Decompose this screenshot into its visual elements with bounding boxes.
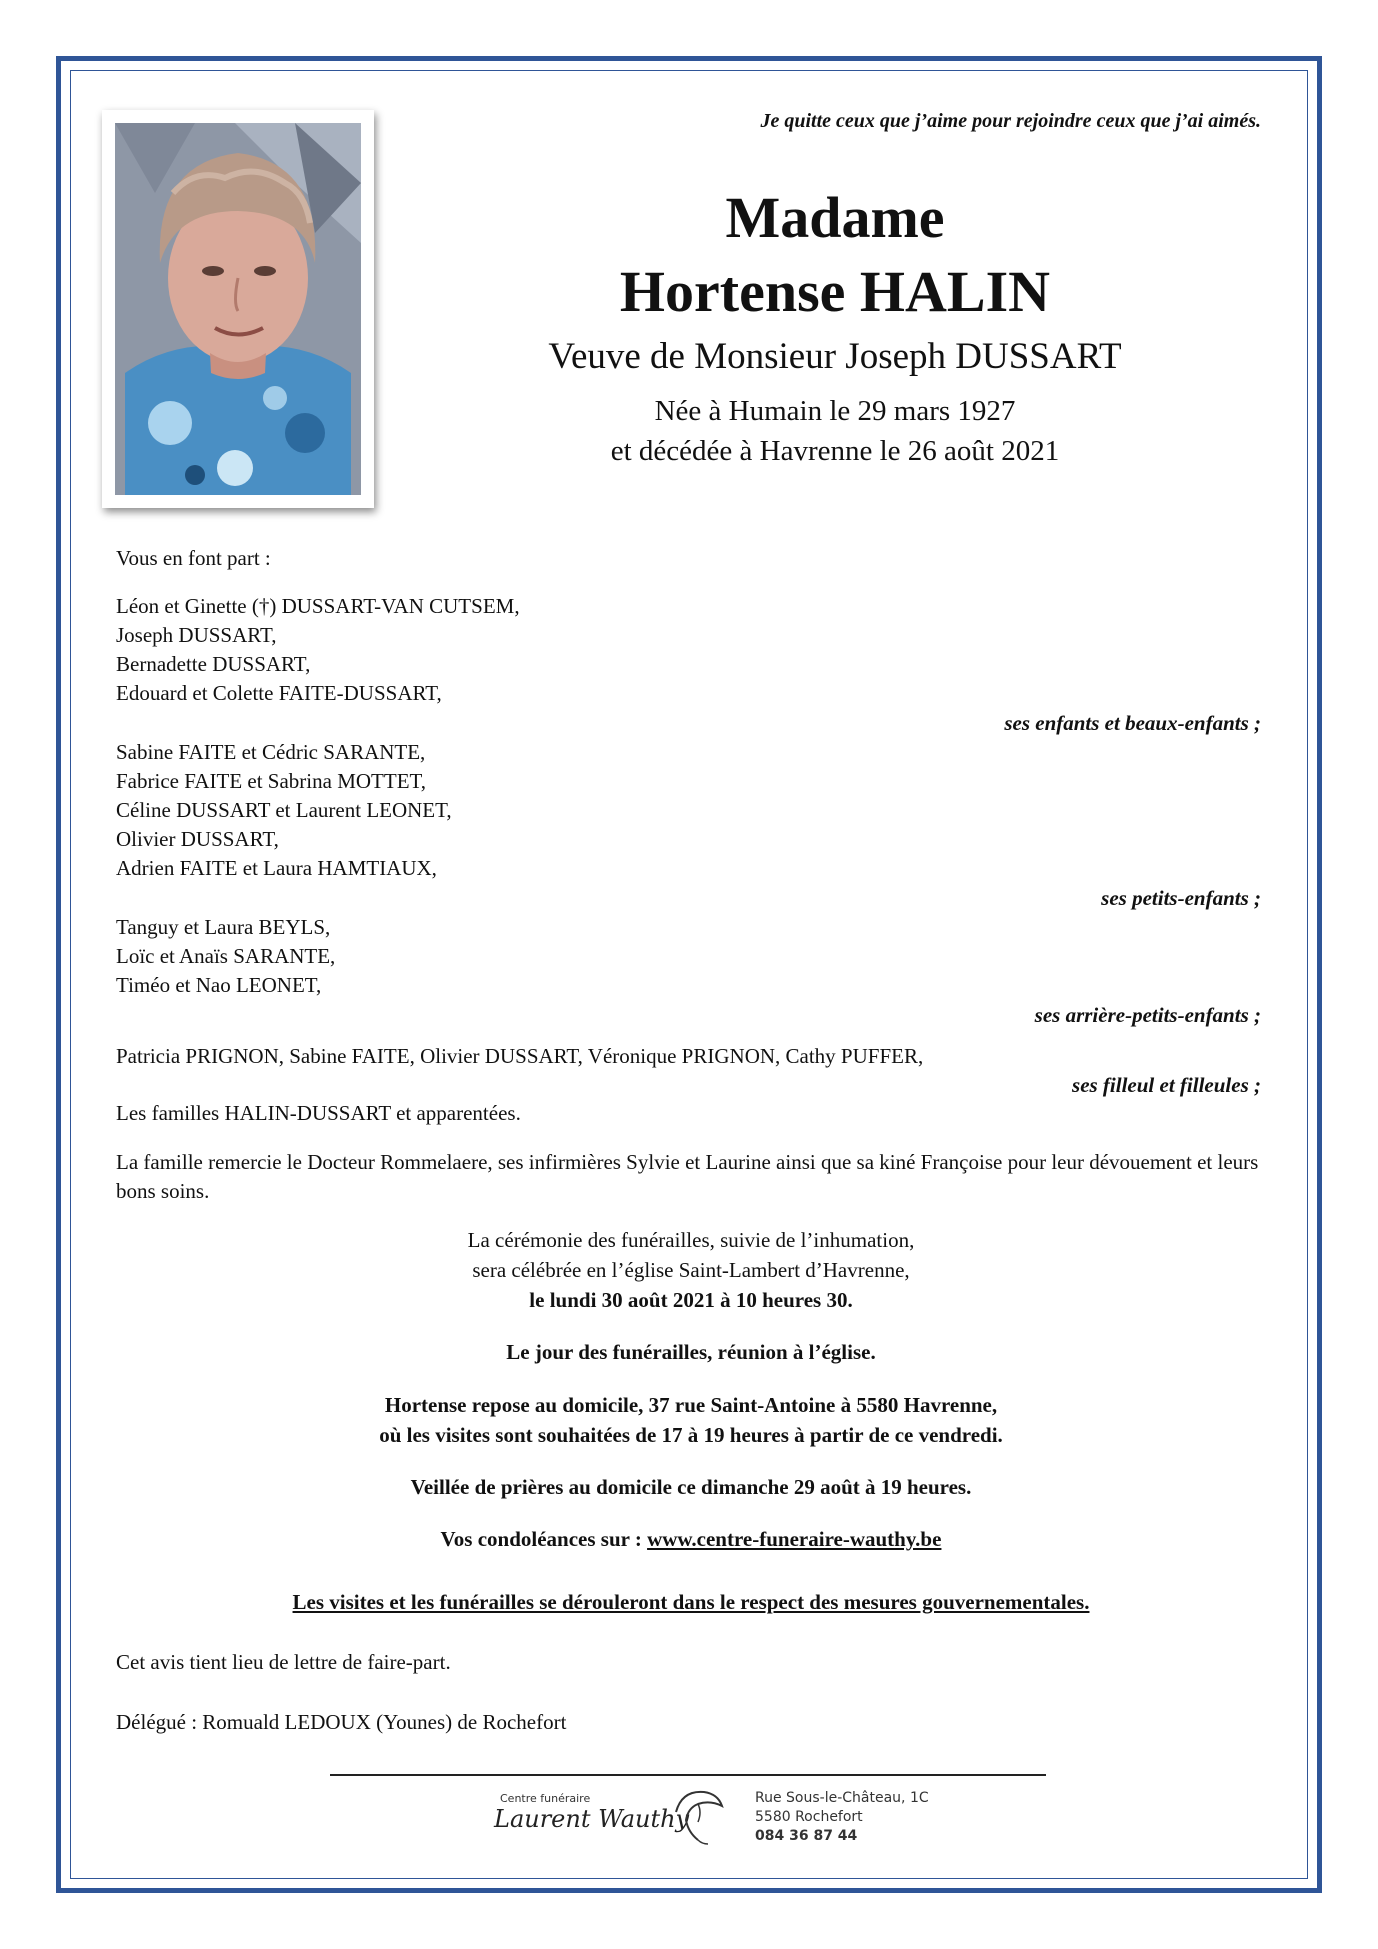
- title-salutation: Madame: [725, 185, 945, 250]
- vigil-info: Veillée de prières au domicile ce dimanche 29 août à 19 heures.: [410, 1475, 972, 1499]
- family-name-line: Loïc et Anaïs SARANTE,: [116, 944, 336, 968]
- condolences-line: [116, 1525, 1266, 1554]
- calla-lily-logo-icon: [668, 1782, 726, 1846]
- delegate-text: Délégué : Romuald LEDOUX (Younes) de Rochefort: [116, 1710, 567, 1734]
- family-name-line: Adrien FAITE et Laura HAMTIAUX,: [116, 856, 437, 880]
- family-name-line: Joseph DUSSART,: [116, 623, 277, 647]
- relation-label: ses filleul et filleules ;: [1072, 1073, 1261, 1097]
- meeting-info: Le jour des funérailles, réunion à l’église.: [506, 1340, 876, 1364]
- visit-hours: où les visites sont souhaitées de 17 à 19 heures à partir de ce vendredi.: [379, 1423, 1003, 1447]
- footer-divider: [330, 1774, 1046, 1776]
- family-name-line: Bernadette DUSSART,: [116, 652, 311, 676]
- family-name-line: Sabine FAITE et Cédric SARANTE,: [116, 740, 426, 764]
- birth-line: Née à Humain le 29 mars 1927: [654, 395, 1016, 427]
- relation-label: ses petits-enfants ;: [1101, 886, 1261, 910]
- ceremony-date: le lundi 30 août 2021 à 10 heures 30.: [529, 1288, 853, 1312]
- family-name-line: Edouard et Colette FAITE-DUSSART,: [116, 681, 442, 705]
- funeral-home-city: 5580 Rochefort: [755, 1809, 863, 1825]
- families-line: Les familles HALIN-DUSSART et apparentées.: [116, 1101, 521, 1125]
- condolences-link[interactable]: www.centre-funeraire-wauthy.be: [647, 1527, 942, 1551]
- portrait-photo: [102, 110, 374, 508]
- intro-text: Vous en font part :: [116, 546, 271, 570]
- logo-small-text: Centre funéraire: [500, 1792, 591, 1805]
- funeral-home-address: Rue Sous-le-Château, 1C: [755, 1790, 929, 1806]
- ceremony-line: sera célébrée en l’église Saint-Lambert d’Havrenne,: [472, 1258, 910, 1282]
- relation-label: ses enfants et beaux-enfants ;: [1004, 711, 1261, 735]
- family-name-line: Fabrice FAITE et Sabrina MOTTET,: [116, 769, 427, 793]
- notice-text: Cet avis tient lieu de lettre de faire-part.: [116, 1650, 451, 1674]
- death-line: et décédée à Havrenne le 26 août 2021: [610, 435, 1060, 467]
- logo-script-text: Laurent Wauthy: [494, 1805, 690, 1833]
- family-name-line: Olivier DUSSART,: [116, 827, 279, 851]
- family-name-line: Céline DUSSART et Laurent LEONET,: [116, 798, 452, 822]
- rest-info: Hortense repose au domicile, 37 rue Saint-Antoine à 5580 Havrenne,: [384, 1393, 998, 1417]
- family-name-line: Léon et Ginette (†) DUSSART-VAN CUTSEM,: [116, 594, 520, 618]
- family-name-line: Tanguy et Laura BEYLS,: [116, 915, 331, 939]
- deceased-name: Hortense HALIN: [619, 259, 1051, 324]
- thanks-paragraph: La famille remercie le Docteur Rommelaere, ses infirmières Sylvie et Laurine ainsi que sa kiné Françoise pour leur dévouement et leurs bons soins.: [116, 1150, 1259, 1203]
- government-measures: Les visites et les funérailles se dérouleront dans le respect des mesures gouvernementales.: [292, 1590, 1090, 1614]
- portrait-image: [115, 123, 361, 495]
- widow-of: Veuve de Monsieur Joseph DUSSART: [548, 336, 1122, 377]
- funeral-home-phone: 084 36 87 44: [755, 1828, 858, 1844]
- family-name-line: Timéo et Nao LEONET,: [116, 973, 322, 997]
- family-name-line: Patricia PRIGNON, Sabine FAITE, Olivier DUSSART, Véronique PRIGNON, Cathy PUFFER,: [116, 1044, 924, 1068]
- relation-label: ses arrière-petits-enfants ;: [1034, 1003, 1261, 1027]
- ceremony-line: La cérémonie des funérailles, suivie de l’inhumation,: [467, 1228, 915, 1252]
- condolences-label: Vos condoléances sur :: [440, 1527, 648, 1551]
- epitaph-quote: Je quitte ceux que j’aime pour rejoindre ceux que j’ai aimés.: [760, 110, 1261, 132]
